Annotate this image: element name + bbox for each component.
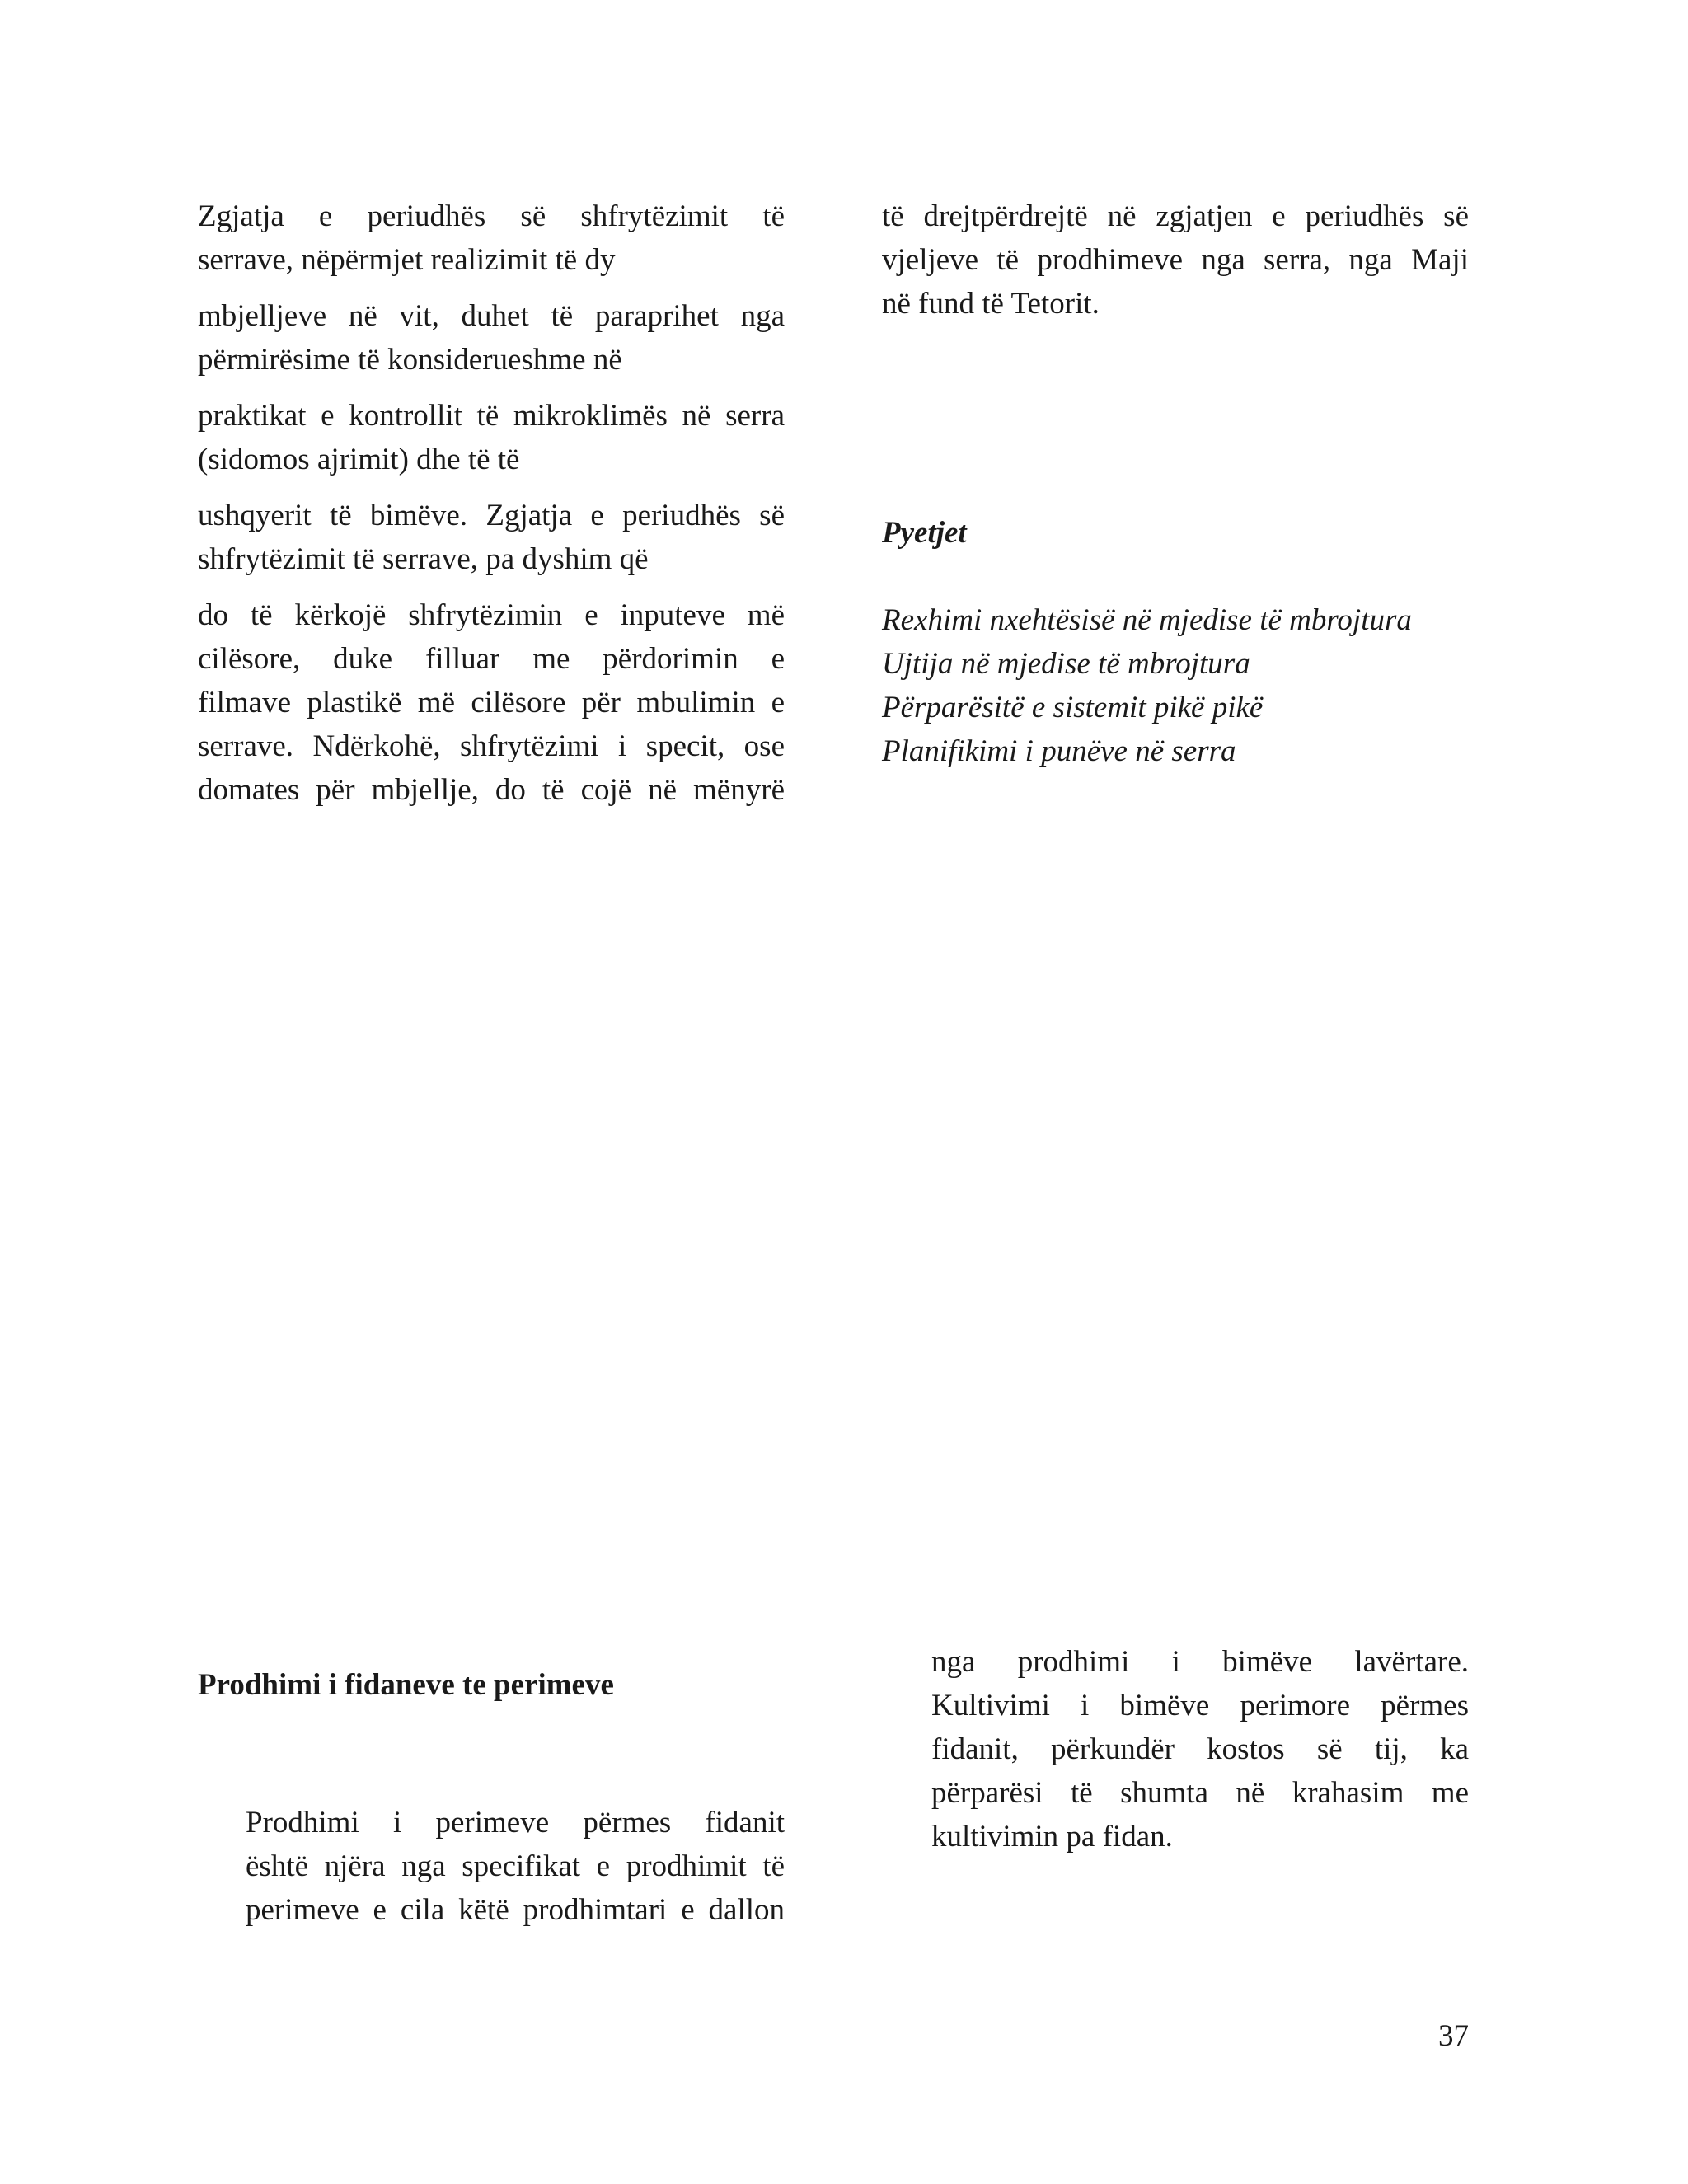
paragraph [198, 494, 785, 581]
question-item: Planifikimi i punëve në serra [882, 734, 1236, 768]
text-line: Kultivimi i bimëve perimore përmes [931, 1689, 1469, 1722]
text-line: ushqyerit të bimëve. Zgjatja e periudhës së [198, 499, 785, 532]
text-line: Prodhimi i perimeve përmes fidanit [246, 1806, 785, 1840]
text-line: Zgjatja e periudhës së shfrytëzimit të [198, 199, 785, 233]
page-number: 37 [1438, 2019, 1469, 2053]
text-line: vjeljeve të prodhimeve nga serra, nga Maji [882, 243, 1469, 277]
text-line: nga prodhimi i bimëve lavërtare. [931, 1645, 1469, 1679]
paragraph [198, 593, 785, 812]
text-line: të drejtpërdrejtë në zgjatjen e periudhës së [882, 199, 1469, 233]
bottom-right-column [931, 1640, 1469, 1858]
text-line: serrave, nëpërmjet realizimit të dy [198, 243, 616, 277]
text-line: serrave. Ndërkohë, shfrytëzimi i specit, ose [198, 729, 785, 763]
paragraph [931, 1640, 1469, 1858]
section-heading: Prodhimi i fidaneve te perimeve [198, 1668, 614, 1702]
text-line: fidanit, përkundër kostos së tij, ka [931, 1732, 1469, 1766]
text-line: përmirësime të konsiderueshme në [198, 343, 622, 377]
paragraph [198, 394, 785, 481]
text-line: perimeve e cila këtë prodhimtari e dallon [246, 1893, 785, 1927]
questions-heading: Pyetjet [882, 516, 967, 550]
paragraph [198, 194, 785, 282]
questions-list [882, 598, 1541, 773]
text-line: (sidomos ajrimit) dhe të të [198, 443, 520, 476]
paragraph [246, 1801, 785, 1932]
text-line: shfrytëzimit të serrave, pa dyshim që [198, 542, 649, 576]
question-item: Rexhimi nxehtësisë në mjedise të mbrojtura [882, 603, 1412, 637]
top-right-column [882, 194, 1469, 326]
text-line: praktikat e kontrollit të mikroklimës në serra [198, 399, 785, 433]
question-item: Përparësitë e sistemit pikë pikë [882, 691, 1264, 724]
text-line: kultivimin pa fidan. [931, 1820, 1173, 1854]
text-line: filmave plastikë më cilësore për mbulimin e [198, 686, 785, 719]
paragraph [198, 294, 785, 382]
text-line: është njëra nga specifikat e prodhimit të [246, 1849, 785, 1883]
text-line: do të kërkojë shfrytëzimin e inputeve më [198, 598, 785, 632]
text-line: në fund të Tetorit. [882, 287, 1100, 321]
question-item: Ujtija në mjedise të mbrojtura [882, 647, 1250, 681]
bottom-left-column [246, 1801, 785, 1932]
text-line: domates për mbjellje, do të cojë në mënyrë [198, 773, 785, 807]
text-line: mbjelljeve në vit, duhet të paraprihet nga [198, 299, 785, 333]
text-line: cilësore, duke filluar me përdorimin e [198, 642, 785, 676]
text-line: përparësi të shumta në krahasim me [931, 1776, 1469, 1810]
top-left-column [198, 194, 785, 812]
paragraph [882, 194, 1469, 326]
